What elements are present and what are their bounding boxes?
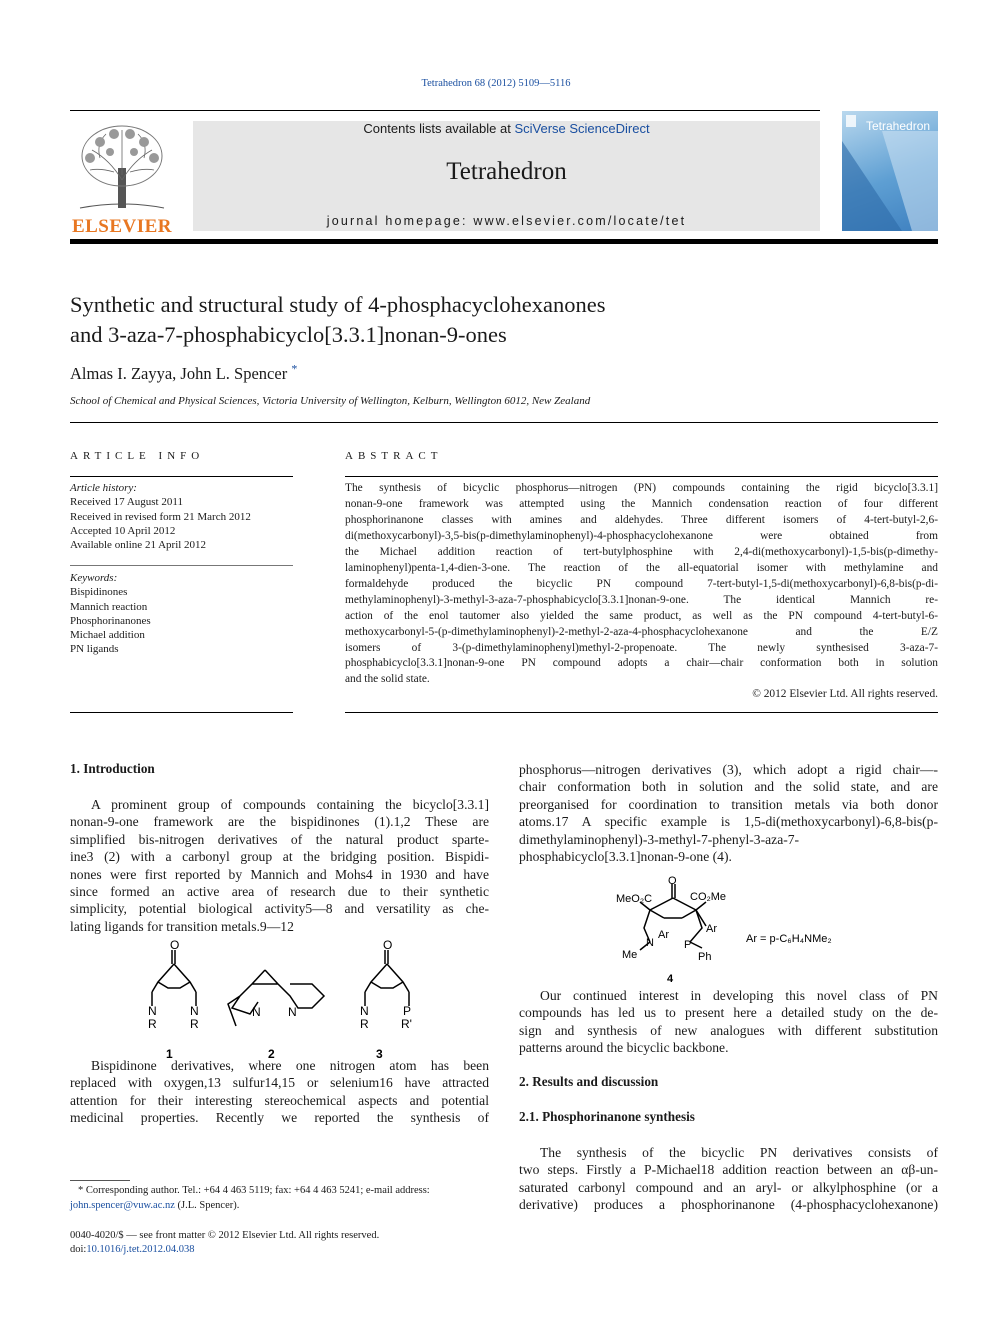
sciencedirect-link[interactable]: SciVerse ScienceDirect — [514, 121, 650, 136]
issn-line: 0040-4020/$ — see front matter © 2012 Elsevier Ltd. All rights reserved. — [70, 1230, 380, 1241]
author-email-link[interactable]: john.spencer@vuw.ac.nz — [70, 1200, 175, 1211]
keyword: Mannich reaction — [70, 600, 148, 613]
atom-label: P — [403, 1004, 412, 1018]
corresponding-author-footnote: * Corresponding author. Tel.: +64 4 463 5119; fax: +64 4 463 5241; e-mail address: john.spencer@vuw.ac.nz (J.L. Spencer). — [70, 1185, 430, 1211]
atom-label: Ar — [658, 929, 669, 941]
atom-label: N — [148, 1004, 157, 1018]
article-title: Synthetic and structural study of 4-phosphacyclohexanones and 3-aza-7-phosphabicyclo[3.3.1]nonan-9-ones — [70, 292, 606, 347]
atom-label: P — [684, 939, 692, 951]
section-heading-introduction: 1. Introduction — [70, 761, 155, 776]
atom-label: CO₂Me — [690, 891, 727, 903]
atom-label: Ar — [706, 923, 717, 935]
info-rule-1 — [70, 476, 293, 477]
intro-paragraph-4: Our continued interest in developing this novel class of PN compounds has led us to present here a detailed study on the de- sign and synthesis of new analogues with different substitution patterns around the bicyclic backbone. — [519, 988, 938, 1056]
keyword: Michael addition — [70, 629, 145, 642]
article-info-heading: ARTICLE INFO — [70, 450, 205, 462]
atom-label: R' — [401, 1017, 412, 1031]
abstract-heading: ABSTRACT — [345, 450, 443, 462]
atom-label: O — [170, 940, 180, 952]
header-bottom-rule — [70, 239, 938, 244]
subsection-heading-phosphorinanone: 2.1. Phosphorinanone synthesis — [519, 1109, 695, 1124]
atom-label: N — [252, 1005, 261, 1019]
compound-label: 3 — [376, 1047, 383, 1060]
info-rule-3 — [70, 712, 293, 713]
affiliation-rule — [70, 422, 938, 423]
atom-label: R — [148, 1017, 157, 1031]
publisher-name: ELSEVIER — [71, 216, 173, 237]
compound-label: 4 — [667, 973, 674, 984]
corresponding-author-mark[interactable]: * — [291, 361, 298, 376]
atom-label: N — [288, 1005, 297, 1019]
footnote-rule — [70, 1180, 130, 1181]
abstract-rule-top — [345, 476, 938, 477]
info-rule-2 — [70, 565, 293, 566]
structure-4 — [610, 872, 850, 984]
results-paragraph-1: The synthesis of the bicyclic PN derivatives consists of two steps. Firstly a P-Michael18 addition reaction between an αβ-un- saturated carbonyl compound and an aryl- or alkylphosphine (or a derivative) produces a phosphorinanone (4-phosphacyclohexanone) — [519, 1145, 938, 1213]
atom-label: O — [668, 875, 677, 887]
doi-link[interactable]: 10.1016/j.tet.2012.04.038 — [86, 1244, 195, 1255]
abstract-rule-bottom — [345, 712, 938, 713]
copyright-notice: © 2012 Elsevier Ltd. All rights reserved. — [752, 688, 938, 700]
compound-label: 1 — [166, 1047, 173, 1060]
journal-homepage[interactable]: journal homepage: www.elsevier.com/locate/tet — [326, 214, 687, 228]
keywords: Keywords: Bispidinones Mannich reaction Phosphorinanones Michael addition PN ligands — [70, 571, 293, 657]
elsevier-logo[interactable] — [70, 120, 174, 237]
atom-label: O — [383, 940, 393, 952]
journal-citation[interactable]: Tetrahedron 68 (2012) 5109—5116 — [421, 78, 571, 89]
intro-paragraph-1: A prominent group of compounds containing the bicyclo[3.3.1] nonan-9-one framework are the bispidinones (1).1,2 These are simplified bis-nitrogen derivatives of the natural product sparte- ine3 (2) with a carbonyl group at the bridging position. Bispidi- nones were first reported by Mannich and Mohs4 in 1930 and have since formed an active area of research due to their synthetic simplicity, potential biological activity5—8 and versatility as che- lating ligands for transition metals.9—12 — [70, 797, 489, 934]
affiliation: School of Chemical and Physical Sciences, Victoria University of Wellington, Kelburn, Wellington 6012, New Zealand — [70, 395, 591, 407]
doi-line: doi:10.1016/j.tet.2012.04.038 — [70, 1244, 195, 1255]
header-top-rule — [70, 110, 820, 111]
keyword: PN ligands — [70, 643, 119, 656]
compound-label: 2 — [268, 1047, 275, 1060]
aryl-definition: Ar = p-C₆H₄NMe₂ — [746, 933, 832, 945]
contents-available: Contents lists available at SciVerse ScienceDirect — [363, 121, 650, 136]
atom-label: Me — [622, 949, 638, 961]
atom-label: R — [360, 1017, 369, 1031]
journal-name: Tetrahedron — [446, 158, 567, 185]
atom-label: N — [190, 1004, 199, 1018]
section-heading-results: 2. Results and discussion — [519, 1074, 659, 1089]
keyword: Bispidinones — [70, 586, 128, 599]
article-history: Article history: Received 17 August 2011 Received in revised form 21 March 2012 Accepted 10 April 2012 Available online 21 April 2012 — [70, 482, 251, 552]
abstract-text: The synthesis of bicyclic phosphorus—nitrogen (PN) compounds containing the rigid bicyclo[3.3.1] nonan-9-one framework was attempted using the Mannich condensation reaction of four different phosphorinanone classes with amines and aldehydes. Three different isomers of 4-tert-butyl-2,6- di(methoxycarbonyl)-3,5-bis(p-dimethylaminophenyl)-4-phosphacyclohexanone were obtained from the Michael addition reaction of tert-butylphosphine with 2,4-di(methoxycarbonyl)-1,5-bis(p-dimethy- laminophenyl)penta-1,4-dien-3-one. The reaction of the all-equatorial isomer with methylamine and formaldehyde produced the bicyclic PN compound 7-tert-butyl-1,5-di(methoxycarbonyl)-6,8-bis(p-di- methylaminophenyl)-3-methyl-3-aza-7-phosphabicyclo[3.3.1]nonan-9-one. The identical Mannich re- action of the enol tautomer also yielded the same product, as well as the PN compound 4-tert-butyl-6- methoxycarbonyl-5-(p-dimethylaminophenyl)-2-methyl-2-aza-4-phosphacyclohexanone and the E/Z isomers of 3-(p-dimethylaminophenyl)methyl-2-propenoate. The newly synthesised 3-aza-7- phosphabicyclo[3.3.1]nonan-9-one PN compound adopts a chair—chair conformation both in solution and the solid state. — [345, 482, 938, 686]
intro-paragraph-2: Bispidinone derivatives, where one nitrogen atom has been replaced with oxygen,13 sulfur14,15 or selenium16 have attracted attention for their interesting stereochemical aspects and potential medicinal properties. Recently we reported the synthesis of — [70, 1058, 489, 1126]
journal-cover-thumbnail[interactable] — [842, 111, 938, 231]
tree-logo-icon — [70, 120, 174, 212]
author-list: Almas I. Zayya, John L. Spencer * — [70, 361, 298, 383]
keyword: Phosphorinanones — [70, 614, 151, 627]
atom-label: Ph — [698, 951, 712, 963]
atom-label: N — [360, 1004, 369, 1018]
intro-paragraph-3: phosphorus—nitrogen derivatives (3), which adopt a rigid chair—- chair conformation both in solution and the solid state, and are preorganised for coordination to transition metals via both donor atoms.17 A specific example is 1,5-di(methoxycarbonyl)-6,8-bis(p- dimethylaminophenyl)-3-methyl-7-phenyl-3-aza-7- phosphabicyclo[3.3.1]nonan-9-one (4). — [519, 762, 938, 865]
atom-label: N — [646, 937, 654, 949]
atom-label: MeO₂C — [616, 893, 653, 905]
structures-1-2-3 — [140, 940, 420, 1060]
atom-label: R — [190, 1017, 199, 1031]
cover-title: Tetrahedron — [866, 119, 931, 133]
